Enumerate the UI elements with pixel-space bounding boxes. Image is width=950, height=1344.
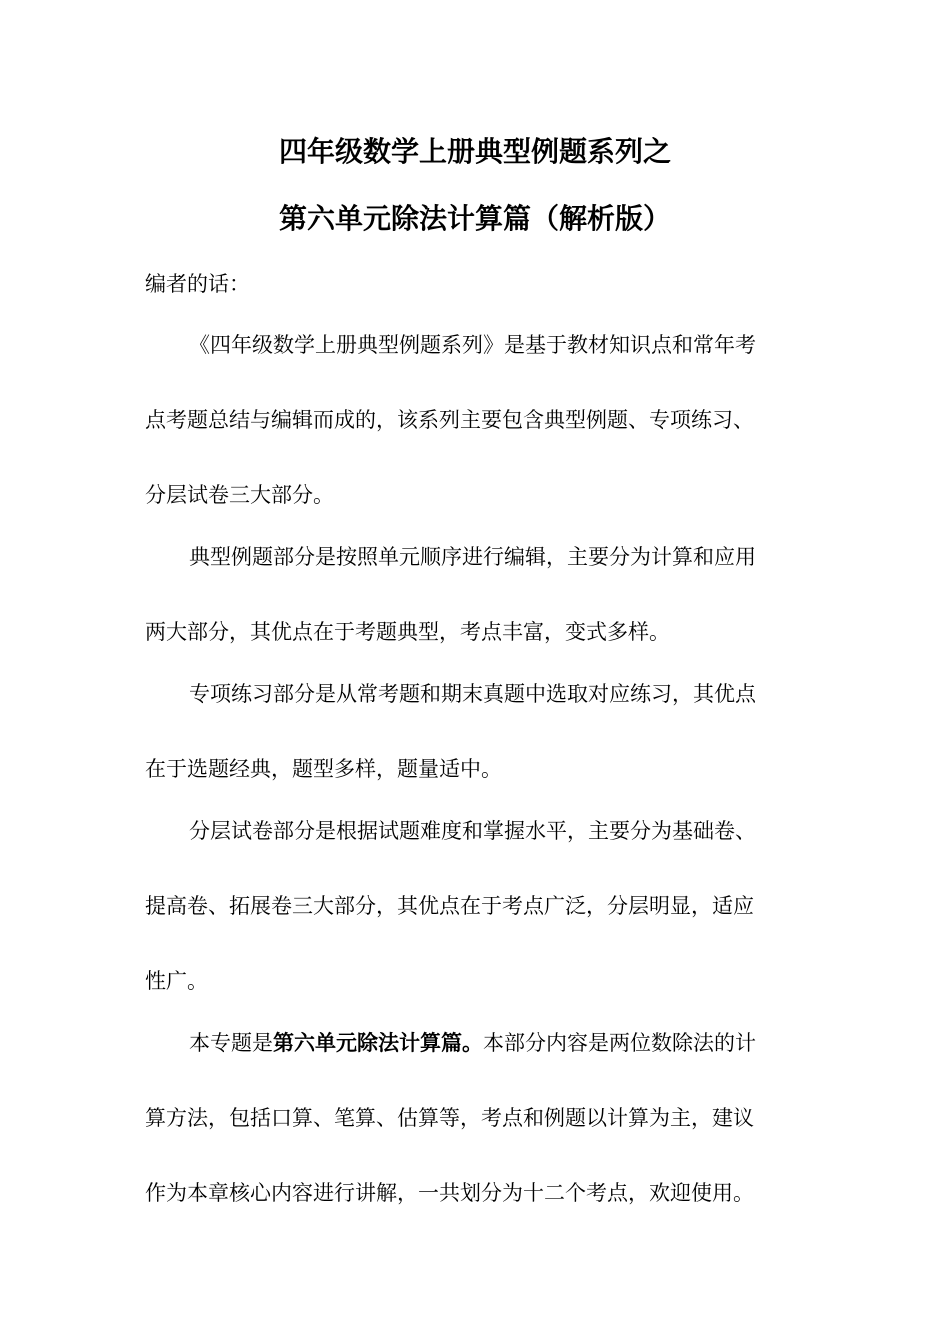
- paragraph-1-line-3: 分层试卷三大部分。: [145, 483, 334, 507]
- paragraph-4-line-1: 分层试卷部分是根据试题难度和掌握水平，主要分为基础卷、: [189, 819, 756, 843]
- paragraph-5-prefix: 本专题是: [189, 1031, 273, 1055]
- paragraph-2-line-1: 典型例题部分是按照单元顺序进行编辑，主要分为计算和应用: [189, 545, 756, 569]
- document-title-line-2: 第六单元除法计算篇（解析版）: [278, 202, 671, 235]
- paragraph-5-line-2: 算方法，包括口算、笔算、估算等，考点和例题以计算为主，建议: [145, 1106, 754, 1130]
- paragraph-3-line-1: 专项练习部分是从常考题和期末真题中选取对应练习，其优点: [189, 682, 756, 706]
- paragraph-5-bold-topic: 第六单元除法计算篇。: [273, 1031, 483, 1055]
- paragraph-3-line-2: 在于选题经典，题型多样，题量适中。: [145, 757, 502, 781]
- paragraph-2-line-2: 两大部分，其优点在于考题典型，考点丰富，变式多样。: [145, 620, 670, 644]
- preface-label: 编者的话：: [145, 272, 250, 296]
- paragraph-1-line-2: 点考题总结与编辑而成的，该系列主要包含典型例题、专项练习、: [145, 408, 754, 432]
- paragraph-4-line-2: 提高卷、拓展卷三大部分，其优点在于考点广泛，分层明显，适应: [145, 894, 754, 918]
- paragraph-1-line-1: 《四年级数学上册典型例题系列》是基于教材知识点和常年考: [189, 333, 756, 357]
- paragraph-4-line-3: 性广。: [145, 969, 208, 993]
- paragraph-5-line-3: 作为本章核心内容进行讲解，一共划分为十二个考点，欢迎使用。: [145, 1181, 754, 1205]
- document-title-line-1: 四年级数学上册典型例题系列之: [278, 135, 671, 168]
- paragraph-5-suffix: 本部分内容是两位数除法的计: [483, 1031, 756, 1055]
- paragraph-5-line-1: [189, 1029, 756, 1057]
